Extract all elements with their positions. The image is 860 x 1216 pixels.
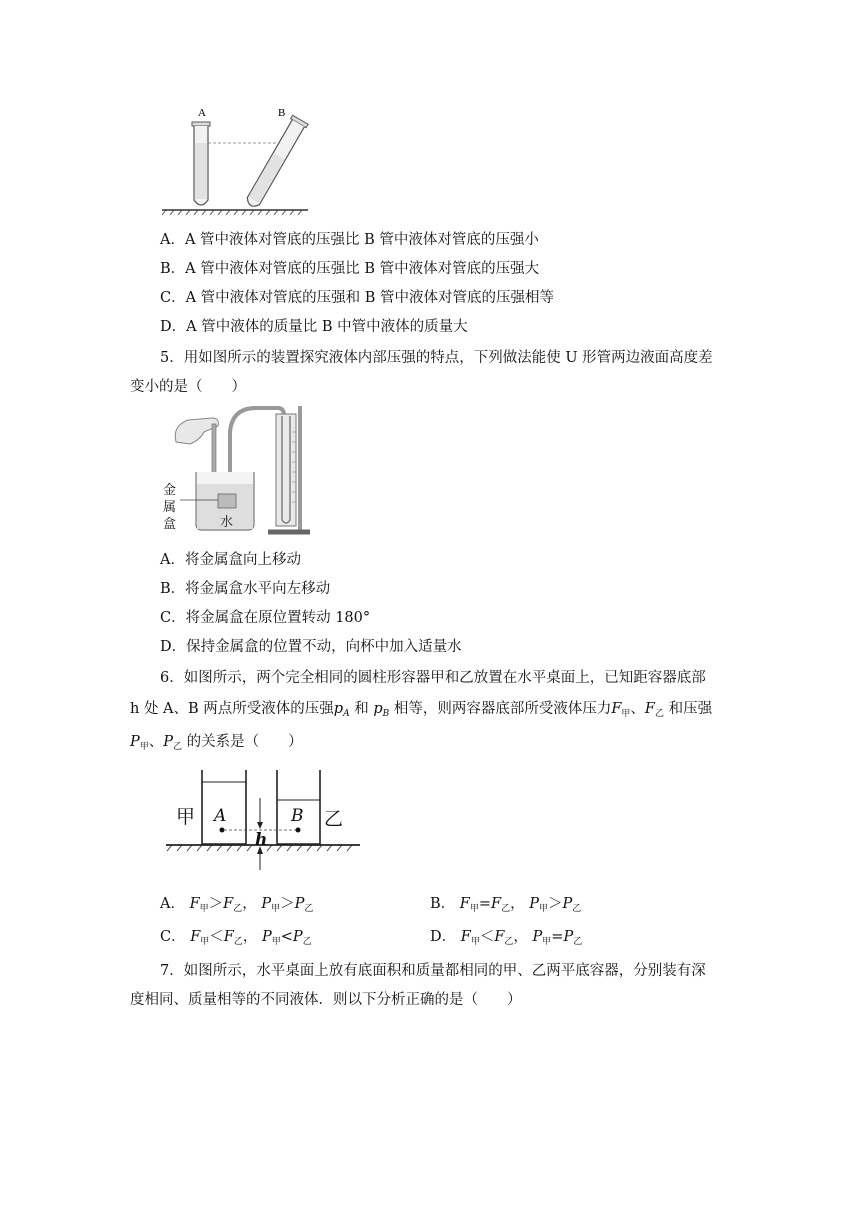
q5-option-b: B．将金属盒水平向左移动: [160, 581, 331, 597]
q6-stem-line1: 6．如图所示，两个完全相同的圆柱形容器甲和乙放置在水平桌面上，已知距容器底部: [160, 670, 706, 686]
q6-stem-line3: $P_甲$、$P_乙$ 的关系是（ ）: [130, 734, 303, 752]
tube-a-label: A: [198, 107, 206, 119]
point-a-label: A: [214, 806, 227, 826]
manometer-figure: [160, 402, 330, 538]
metal-box-label-3: 盒: [163, 517, 177, 532]
q5-option-d: D．保持金属盒的位置不动，向杯中加入适量水: [160, 639, 462, 655]
q6-option-a: A． $F_甲>F_乙$， $P_甲>P_乙$: [160, 896, 314, 914]
q5-stem-line1: 5．用如图所示的装置探究液体内部压强的特点，下列做法能使 U 形管两边液面高度差: [160, 350, 713, 366]
tube-b-label: B: [278, 107, 286, 119]
container-jia-label: 甲: [176, 806, 196, 828]
containers-figure: [160, 764, 370, 876]
q5-stem-line2: 变小的是（ ）: [130, 379, 246, 395]
metal-box-label-1: 金: [163, 483, 177, 498]
q6-option-b: B． $F_甲=F_乙$， $P_甲>P_乙$: [430, 896, 582, 914]
q6-option-d: D． $F_甲<F_乙$， $P_甲=P_乙$: [430, 929, 583, 947]
container-yi-label: 乙: [324, 808, 344, 830]
water-label: 水: [220, 515, 234, 530]
q5-option-c: C．将金属盒在原位置转动 180°: [160, 610, 371, 626]
q4-option-a: A．A 管中液体对管底的压强比 B 管中液体对管底的压强小: [160, 232, 539, 248]
q5-option-a: A．将金属盒向上移动: [160, 552, 301, 568]
q6-option-c: C． $F_甲<F_乙$， $P_甲<P_乙$: [160, 929, 312, 947]
q4-option-d: D．A 管中液体的质量比 B 中管中液体的质量大: [160, 319, 468, 335]
q7-stem-line1: 7．如图所示，水平桌面上放有底面积和质量都相同的甲、乙两平底容器，分别装有深: [160, 963, 706, 979]
q7-stem-line2: 度相同、质量相等的不同液体．则以下分析正确的是（ ）: [130, 992, 522, 1008]
h-label: h: [255, 830, 268, 850]
q4-option-c: C．A 管中液体对管底的压强和 B 管中液体对管底的压强相等: [160, 290, 555, 306]
q4-option-b: B．A 管中液体对管底的压强比 B 管中液体对管底的压强大: [160, 261, 540, 277]
test-tubes-figure: [160, 100, 310, 216]
point-b-label: B: [291, 806, 304, 826]
q6-stem-line2: h 处 A、B 两点所受液体的压强$p_A$ 和 $p_B$ 相等，则两容器底部所受液体压力$F_甲$、$F_乙$ 和压强: [130, 701, 713, 719]
metal-box-label-2: 属: [163, 500, 177, 515]
